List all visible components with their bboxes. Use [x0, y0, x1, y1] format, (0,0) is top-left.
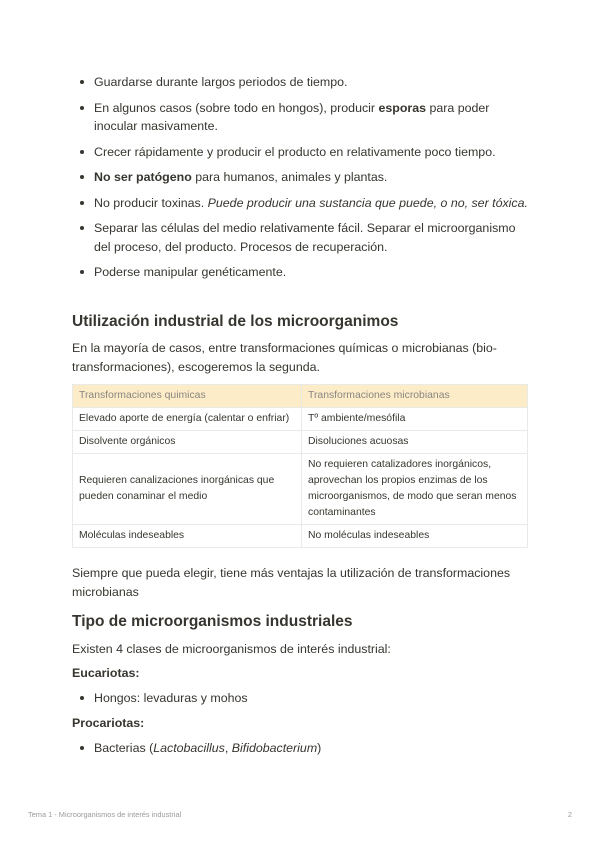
table-row — [73, 525, 528, 548]
eucariotas-label: Eucariotas: — [72, 666, 140, 680]
requirement-item — [72, 99, 528, 136]
table-cell: No requieren catalizadores inorgánicos, aprovechan los propios enzimas de los microorganismos, de modo que seran menos contaminantes — [302, 454, 528, 525]
text-run: Guardarse durante largos periodos de tiempo. — [94, 75, 348, 89]
conclusion-paragraph: Siempre que pueda elegir, tiene más ventajas la utilización de transformaciones microbianas — [72, 566, 511, 599]
text-run: ) — [317, 741, 322, 755]
requirement-item — [72, 219, 528, 256]
requirement-item — [72, 194, 528, 213]
table-header-microbial: Transformaciones microbianas — [302, 385, 528, 408]
text-run: Crecer rápidamente y producir el producto en relativamente poco tiempo. — [94, 144, 496, 159]
types-intro-paragraph: Existen 4 clases de microorganismos de interés industrial: — [72, 642, 391, 656]
requirement-item — [72, 168, 528, 187]
table-cell: Tº ambiente/mesófila — [302, 408, 528, 431]
section-intro-paragraph: En la mayoría de casos, entre transformaciones químicas o microbianas (bio-transformaciones), escogeremos la segunda. — [72, 341, 497, 374]
table-cell: Requieren canalizaciones inorgánicas que pueden conaminar el medio — [73, 454, 302, 525]
text-run: para poder inocular masivamente. — [94, 100, 490, 133]
procariota-item — [72, 739, 321, 758]
requirement-item — [72, 263, 528, 282]
text-run: Separar las células del medio relativamente fácil. Separar el microorganismo del proceso, del producto. Procesos de recuperación. — [94, 221, 516, 254]
text-run: , — [224, 741, 232, 755]
requirements-list — [72, 73, 528, 289]
text-run: para humanos, animales y plantas. — [191, 170, 388, 184]
requirement-item — [72, 143, 528, 162]
section-heading-industrial-use: Utilización industrial de los microorganimos — [72, 313, 399, 330]
page-footer — [28, 810, 572, 819]
text-run: Hongos: levaduras y mohos — [94, 691, 248, 705]
italic-text: Bifidobacterium — [231, 741, 318, 755]
table-row — [73, 431, 528, 454]
table-cell: Moléculas indeseables — [73, 525, 302, 548]
italic-text: Lactobacillus — [153, 741, 225, 755]
table-header-row — [73, 385, 528, 408]
table-row — [73, 408, 528, 431]
section-heading-microorganism-types: Tipo de microorganismos industriales — [72, 613, 353, 630]
page-number: 2 — [567, 810, 572, 819]
text-run: Poderse manipular genéticamente. — [94, 265, 287, 279]
text-run: Bacterias ( — [94, 741, 154, 755]
comparison-table — [72, 384, 528, 548]
italic-text: Puede producir una sustancia que puede, o no, ser tóxica. — [207, 195, 528, 210]
table-cell: Elevado aporte de energía (calentar o enfriar) — [73, 408, 302, 431]
procariotas-label: Procariotas: — [72, 716, 145, 730]
footer-title: Tema 1 - Microorganismos de interés industrial — [28, 810, 182, 819]
eucariota-item — [72, 689, 248, 708]
bold-text: esporas — [378, 100, 427, 115]
table-cell: No moléculas indeseables — [302, 525, 528, 548]
bold-text: No ser patógeno — [94, 170, 192, 184]
table-row — [73, 454, 528, 525]
table-header-chemical: Transformaciones quimicas — [73, 385, 302, 408]
table-cell: Disolvente orgánicos — [73, 431, 302, 454]
text-run: En algunos casos (sobre todo en hongos), producir — [94, 100, 379, 115]
text-run: No producir toxinas. — [94, 195, 208, 210]
requirement-item — [72, 73, 528, 92]
procariotas-list — [72, 739, 321, 758]
eucariotas-list — [72, 689, 248, 708]
table-cell: Disoluciones acuosas — [302, 431, 528, 454]
